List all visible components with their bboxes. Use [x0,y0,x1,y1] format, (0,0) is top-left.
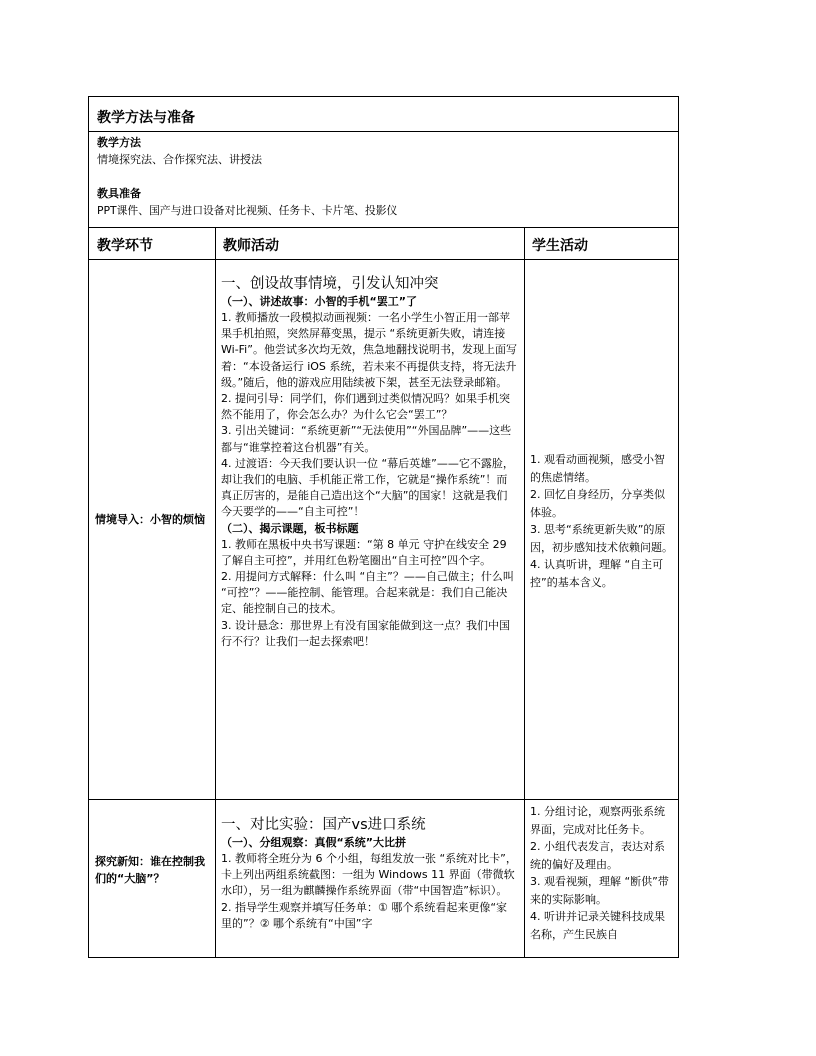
student-activity-item: 4. 听讲并记录关键科技成果名称，产生民族自 [530,910,665,941]
row2-student-activity [530,803,674,943]
stage-label: 情境导入：小智的烦恼 [95,513,205,526]
activity-subtitle: （二）、揭示课题，板书标题 [221,521,359,535]
methods-text: 情境探究法、合作探究法、讲授法 [97,153,262,166]
divider [89,131,678,132]
tools-text: PPT课件、国产与进口设备对比视频、任务卡、卡片笔、投影仪 [97,204,398,217]
activity-paragraph: 2. 用提问方式解释：什么叫 “自主”？——自己做主；什么叫 “可控”？——能控制、能管理。合起来就是：我们自己能决定、能控制自己的技术。 [221,570,514,616]
column-header-teacher: 教师活动 [223,238,279,254]
row2-teacher-activity [221,815,518,932]
student-activity-item: 1. 分组讨论，观察两张系统界面，完成对比任务卡。 [530,805,665,836]
student-activity-item: 2. 回忆自身经历，分享类似体验。 [530,488,665,519]
divider [89,259,678,260]
activity-paragraph: 2. 指导学生观察并填写任务单：① 哪个系统看起来更像“家里的”？② 哪个系统有“中国”字 [221,900,508,930]
student-activity-item: 3. 观看视频，理解 “断供”带来的实际影响。 [530,875,669,906]
row1-teacher-activity [221,274,518,650]
student-activity-item: 4. 认真听讲，理解 “自主可控”的基本含义。 [530,558,664,589]
column-header-stage: 教学环节 [97,238,153,254]
activity-paragraph: 2. 提问引导：同学们，你们遇到过类似情况吗？如果手机突然不能用了，你会怎么办？为什么它会“罢工”？ [221,392,510,422]
student-activity-item: 3. 思考“系统更新失败”的原因，初步感知技术依赖问题。 [530,523,673,554]
divider [215,227,216,957]
activity-paragraph: 3. 引出关键词：“系统更新”“无法使用”“外国品牌”——这些都与“谁掌控着这台机器”有关。 [221,424,512,454]
row2-stage [95,853,211,887]
activity-title: 一、创设故事情境，引发认知冲突 [221,276,439,292]
methods-label: 教学方法 [97,136,141,149]
activity-paragraph: 3. 设计悬念：那世界上有没有国家能做到这一点？我们中国行不行？让我们一起去探索吧！ [221,618,510,648]
activity-subtitle: （一）、讲述故事：小智的手机“罢工”了 [221,295,417,308]
activity-paragraph: 4. 过渡语：今天我们要认识一位 “幕后英雄”——它不露脸，却让我们的电脑、手机能正常工作，它就是“操作系统”！而真正厉害的，是能自己造出这个“大脑”的国家！这就是我们今天要学的——“自主可控”！ [221,456,514,519]
row1-stage [95,511,211,528]
row1-student-activity [530,451,674,591]
activity-paragraph: 1. 教师播放一段模拟动画视频：一名小学生小智正用一部苹果手机拍照，突然屏幕变黑，提示 “系统更新失败，请连接 Wi-Fi”。他尝试多次均无效，焦急地翻找说明书，发现上面写着：“本设备运行 iOS 系统，若未来不再提供支持，将无法升级。”随后，他的游戏应用陆续被下架，甚至无法登录邮箱。 [221,311,517,389]
tools-label: 教具准备 [97,187,141,200]
student-activity-item: 1. 观看动画视频，感受小智的焦虑情绪。 [530,453,665,484]
divider [524,227,525,957]
activity-paragraph: 1. 教师在黑板中央书写课题：“第 8 单元 守护在线安全 29 了解自主可控”，并用红色粉笔圈出“自主可控”四个字。 [221,537,507,567]
activity-paragraph: 1. 教师将全班分为 6 个小组，每组发放一张 “系统对比卡”，卡上列出两组系统截图：一组为 Windows 11 界面（带微软水印），另一组为麒麟操作系统界面（带“中国智造”标识）。 [221,852,517,898]
stage-label: 探究新知：谁在控制我们的“大脑”？ [95,855,205,885]
column-header-student: 学生活动 [532,238,588,254]
divider [89,227,678,228]
activity-subtitle: （一）、分组观察：真假“系统”大比拼 [221,836,406,849]
lesson-plan-table [88,96,679,958]
student-activity-item: 2. 小组代表发言，表达对系统的偏好及理由。 [530,840,665,871]
section-heading: 教学方法与准备 [97,110,195,126]
divider [89,799,678,800]
activity-title: 一、对比实验：国产vs进口系统 [221,817,426,833]
